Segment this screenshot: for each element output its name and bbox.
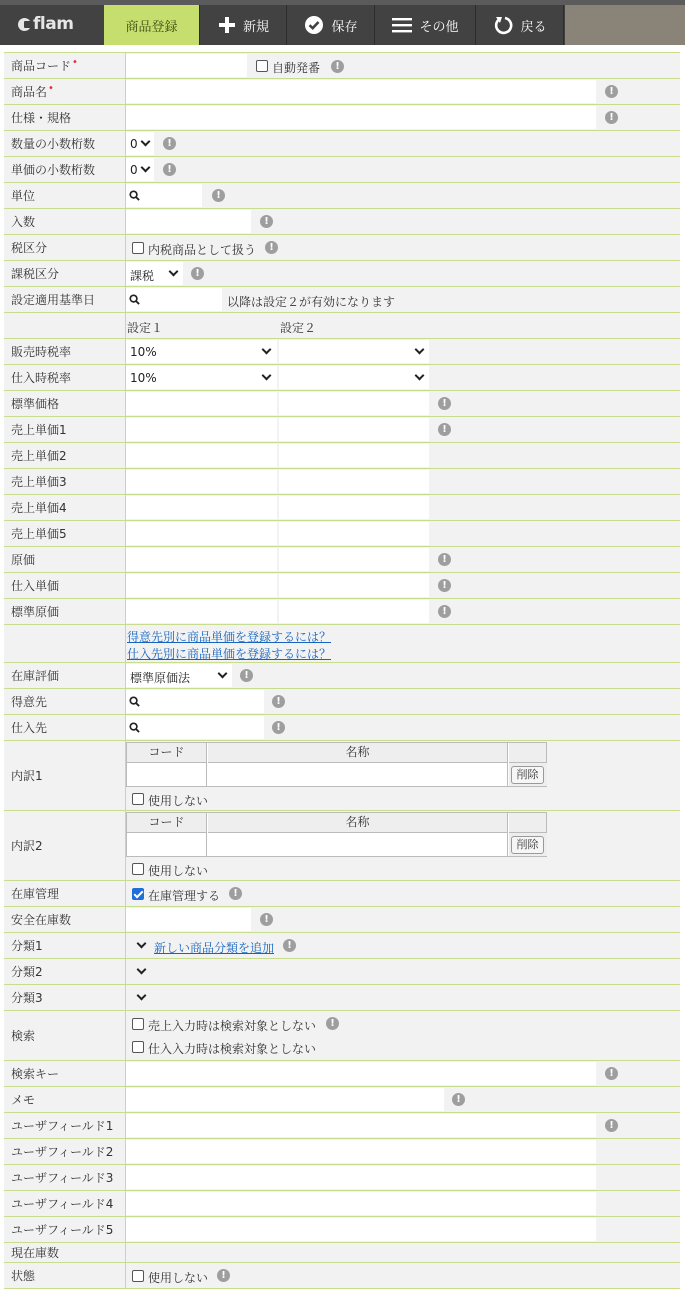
customer-input[interactable] [126, 690, 264, 713]
purchase-price-cell [126, 573, 680, 598]
user-field5-input[interactable] [126, 1218, 596, 1241]
info-icon[interactable]: ! [272, 695, 285, 708]
logo: flam [18, 14, 73, 34]
breakdown2-cell [126, 811, 680, 880]
tax-inclusive-checkbox[interactable] [132, 242, 144, 254]
row-sales-price5 [4, 521, 680, 547]
user-field3-input[interactable] [126, 1166, 596, 1189]
info-icon[interactable]: ! [438, 423, 451, 436]
taxation-select[interactable]: 課税 [126, 262, 183, 285]
breakdown1-table [126, 742, 547, 787]
tax-class-label: 税区分 [4, 235, 126, 260]
delete-button[interactable]: 削除 [511, 766, 544, 784]
tab-label: 戻る [520, 19, 547, 35]
info-icon[interactable]: ! [605, 1119, 618, 1132]
row-sales-price4 [4, 495, 680, 521]
row-qty-decimals [4, 131, 680, 157]
user-field2-label: ユーザフィールド2 [4, 1139, 126, 1164]
product-code-cell [126, 53, 680, 78]
tab-product-register[interactable] [104, 5, 200, 45]
product-name-input[interactable] [126, 80, 596, 103]
info-icon[interactable]: ! [217, 1269, 230, 1282]
spec-cell [126, 105, 680, 130]
row-current-stock [4, 1243, 680, 1263]
cost-cell [126, 547, 680, 572]
info-icon[interactable]: ! [163, 163, 176, 176]
stock-valuation-select[interactable]: 標準原価法 [126, 664, 232, 687]
standard-cost-label: 標準原価 [4, 599, 126, 624]
info-icon[interactable]: ! [283, 939, 296, 952]
sales-price3-input-1[interactable] [126, 470, 277, 493]
current-stock-value [126, 1243, 680, 1262]
user-field3-cell [126, 1165, 680, 1190]
info-icon[interactable]: ! [212, 189, 225, 202]
cost-input-1[interactable] [126, 548, 277, 571]
purchase-tax-label: 仕入時税率 [4, 365, 126, 390]
user-field5-label: ユーザフィールド5 [4, 1217, 126, 1242]
breakdown2-unused-label: 使用しない [148, 864, 209, 878]
sales-price3-cell [126, 469, 680, 494]
price-decimals-cell [126, 157, 680, 182]
row-setting-date [4, 287, 680, 313]
sales-price1-cell [126, 417, 680, 442]
row-purchase-price [4, 573, 680, 599]
cost-label: 原価 [4, 547, 126, 572]
user-field3-label: ユーザフィールド3 [4, 1165, 126, 1190]
standard-price-cell [126, 391, 680, 416]
row-search-key [4, 1061, 680, 1087]
chevron-down-icon [415, 371, 425, 381]
purchase-price-input-1[interactable] [126, 574, 277, 597]
standard-price-label: 標準価格 [4, 391, 126, 416]
price-decimals-label: 単価の小数桁数 [4, 157, 126, 182]
memo-label: メモ [4, 1087, 126, 1112]
user-field2-input[interactable] [126, 1140, 596, 1163]
price-decimals-select[interactable]: 0 [126, 158, 154, 181]
qty-decimals-select[interactable]: 0 [126, 132, 154, 155]
save-button[interactable] [288, 5, 375, 45]
unit-input[interactable] [126, 184, 202, 207]
qty-decimals-cell [126, 131, 680, 156]
standard-cost-input-2[interactable] [279, 600, 429, 623]
row-product-name [4, 79, 680, 105]
cost-input-2[interactable] [279, 548, 429, 571]
memo-input[interactable] [126, 1088, 444, 1111]
info-icon[interactable]: ! [326, 1017, 339, 1030]
info-icon[interactable]: ! [229, 887, 242, 900]
info-icon[interactable]: ! [438, 553, 451, 566]
tab-label: 保存 [331, 19, 358, 35]
sales-price3-label: 売上単価3 [4, 469, 126, 494]
purchase-tax-select-1[interactable]: 10% [126, 366, 277, 389]
category3-cell [126, 985, 680, 1010]
setting-date-input[interactable] [126, 288, 222, 311]
setting-date-cell [126, 287, 680, 312]
row-taxation [4, 261, 680, 287]
sales-price5-input-1[interactable] [126, 522, 277, 545]
search-icon[interactable] [129, 294, 140, 305]
action-column-header [509, 743, 546, 762]
product-name-cell [126, 79, 680, 104]
info-icon[interactable]: ! [331, 60, 344, 73]
row-tax-class [4, 235, 680, 261]
sales-price1-input-1[interactable] [126, 418, 277, 441]
safety-stock-cell [126, 907, 680, 932]
product-name-label: 商品名 • [4, 79, 126, 104]
sales-price2-label: 売上単価2 [4, 443, 126, 468]
status-unused-checkbox[interactable] [132, 1270, 144, 1282]
exclude-sales-search-checkbox[interactable] [132, 1018, 144, 1030]
row-breakdown2 [4, 811, 680, 881]
customer-cell [126, 689, 680, 714]
row-sales-price2 [4, 443, 680, 469]
new-button[interactable] [201, 5, 287, 45]
purchase-price-input-2[interactable] [279, 574, 429, 597]
unit-cell [126, 183, 680, 208]
category3-label: 分類3 [4, 985, 126, 1010]
search-icon[interactable] [129, 722, 140, 733]
row-breakdown1 [4, 741, 680, 811]
row-cost [4, 547, 680, 573]
info-icon[interactable]: ! [438, 397, 451, 410]
row-category1 [4, 933, 680, 959]
search-label: 検索 [4, 1011, 126, 1060]
taxation-cell [126, 261, 680, 286]
category3-select[interactable] [137, 991, 147, 1001]
row-settings-header [4, 313, 680, 339]
breakdown1-cell [126, 741, 680, 810]
sales-price2-cell [126, 443, 680, 468]
category1-select[interactable] [137, 939, 147, 949]
category1-cell [126, 933, 680, 958]
sales-price2-input-2[interactable] [279, 444, 429, 467]
plus-icon [218, 16, 236, 34]
code-column-header: コード [127, 743, 207, 762]
row-price-decimals [4, 157, 680, 183]
breakdown2-table [126, 812, 547, 857]
breakdown2-label: 内訳2 [4, 811, 126, 880]
row-supplier [4, 715, 680, 741]
info-icon[interactable]: ! [438, 579, 451, 592]
chevron-down-icon [141, 137, 151, 147]
standard-cost-input-1[interactable] [126, 600, 277, 623]
row-category3 [4, 985, 680, 1011]
breakdown1-code-input[interactable] [127, 762, 207, 786]
delete-button[interactable]: 削除 [511, 836, 544, 854]
stock-management-cell [126, 881, 680, 906]
breakdown1-unused-checkbox[interactable] [132, 793, 144, 805]
pack-qty-input[interactable] [126, 210, 251, 233]
search-cell [126, 1011, 680, 1060]
exclude-purchase-search-checkbox[interactable] [132, 1041, 144, 1053]
user-field1-input[interactable] [126, 1114, 596, 1137]
user-field4-label: ユーザフィールド4 [4, 1191, 126, 1216]
stock-management-label: 在庫管理 [4, 881, 126, 906]
settings-header-label [4, 313, 126, 338]
breakdown2-code-input[interactable] [127, 832, 207, 856]
sales-tax-label: 販売時税率 [4, 339, 126, 364]
tax-class-cell [126, 235, 680, 260]
qty-decimals-label: 数量の小数桁数 [4, 131, 126, 156]
sales-price4-cell [126, 495, 680, 520]
breakdown2-unused-checkbox[interactable] [132, 863, 144, 875]
safety-stock-label: 安全在庫数 [4, 907, 126, 932]
breakdown2-name-input[interactable] [208, 832, 508, 856]
setting-date-label: 設定適用基準日 [4, 287, 126, 312]
supplier-input[interactable] [126, 716, 264, 739]
breakdown1-action-cell [509, 762, 547, 786]
user-field4-input[interactable] [126, 1192, 596, 1215]
breakdown2-action-cell [509, 832, 547, 856]
top-bar [0, 0, 685, 45]
row-user-field1 [4, 1113, 680, 1139]
info-icon[interactable]: ! [452, 1093, 465, 1106]
code-column-header: コード [127, 813, 207, 832]
row-pack-qty [4, 209, 680, 235]
chevron-down-icon [218, 669, 228, 679]
category2-select[interactable] [137, 965, 147, 975]
other-menu-button[interactable] [376, 5, 476, 45]
logo-icon [18, 18, 31, 31]
spec-input[interactable] [126, 106, 596, 129]
header-filler [565, 5, 685, 45]
info-icon[interactable]: ! [605, 85, 618, 98]
row-purchase-tax [4, 365, 680, 391]
stock-management-checkbox[interactable] [132, 888, 144, 900]
row-user-field4 [4, 1191, 680, 1217]
product-code-label: 商品コード • [4, 53, 126, 78]
chevron-down-icon [169, 267, 179, 277]
price-links-cell [126, 625, 680, 662]
chevron-down-icon [415, 345, 425, 355]
row-customer [4, 689, 680, 715]
sales-price5-label: 売上単価5 [4, 521, 126, 546]
sales-tax-cell [126, 339, 680, 364]
memo-cell [126, 1087, 680, 1112]
auto-number-label: 自動発番 [272, 61, 321, 75]
back-button[interactable] [477, 5, 564, 45]
pack-qty-label: 入数 [4, 209, 126, 234]
info-icon[interactable]: ! [605, 1067, 618, 1080]
status-cell [126, 1263, 680, 1288]
breakdown1-name-input[interactable] [208, 762, 508, 786]
name-column-header: 名称 [208, 813, 508, 832]
user-field4-cell [126, 1191, 680, 1216]
standard-price-input-1[interactable] [126, 392, 277, 415]
info-icon[interactable]: ! [605, 111, 618, 124]
breakdown1-label: 内訳1 [4, 741, 126, 810]
purchase-tax-select-2[interactable] [279, 366, 429, 389]
row-sales-price1 [4, 417, 680, 443]
return-icon [493, 15, 513, 35]
exclude-purchase-search-label: 仕入入力時は検索対象としない [148, 1042, 317, 1056]
tab-label: その他 [419, 19, 459, 35]
sales-price5-cell [126, 521, 680, 546]
standard-price-input-2[interactable] [279, 392, 429, 415]
info-icon[interactable]: ! [163, 137, 176, 150]
info-icon[interactable]: ! [240, 669, 253, 682]
row-standard-price [4, 391, 680, 417]
chevron-down-icon [141, 163, 151, 173]
required-mark: • [48, 83, 54, 94]
current-stock-label: 現在庫数 [4, 1243, 126, 1262]
row-search [4, 1011, 680, 1061]
search-icon[interactable] [129, 190, 140, 201]
sales-price4-input-1[interactable] [126, 496, 277, 519]
tab-label: 商品登録 [125, 19, 178, 35]
row-sales-price3 [4, 469, 680, 495]
price-links-label [4, 625, 126, 662]
purchase-tax-cell [126, 365, 680, 390]
setting1-header: 設定１ [127, 321, 164, 335]
status-label: 状態 [4, 1263, 126, 1288]
setting2-header: 設定２ [280, 321, 317, 335]
category1-label: 分類1 [4, 933, 126, 958]
tab-label: 新規 [242, 19, 269, 35]
chevron-down-icon [262, 371, 272, 381]
row-unit [4, 183, 680, 209]
setting-date-note: 以降は設定２が有効になります [227, 295, 396, 309]
info-icon[interactable]: ! [260, 913, 273, 926]
pack-qty-cell [126, 209, 680, 234]
product-form [4, 52, 680, 1289]
info-icon[interactable]: ! [265, 241, 278, 254]
purchase-price-label: 仕入単価 [4, 573, 126, 598]
chevron-down-icon [262, 345, 272, 355]
sales-price1-label: 売上単価1 [4, 417, 126, 442]
category2-label: 分類2 [4, 959, 126, 984]
search-icon[interactable] [129, 696, 140, 707]
settings-header-cell [126, 313, 680, 338]
name-column-header: 名称 [208, 743, 508, 762]
taxation-label: 課税区分 [4, 261, 126, 286]
info-icon[interactable]: ! [438, 605, 451, 618]
user-field1-label: ユーザフィールド1 [4, 1113, 126, 1138]
row-product-code [4, 52, 680, 79]
check-circle-icon [304, 15, 324, 35]
row-user-field5 [4, 1217, 680, 1243]
stock-valuation-cell [126, 663, 680, 688]
info-icon[interactable]: ! [191, 267, 204, 280]
row-user-field3 [4, 1165, 680, 1191]
sales-price4-label: 売上単価4 [4, 495, 126, 520]
search-key-label: 検索キー [4, 1061, 126, 1086]
row-sales-tax [4, 339, 680, 365]
row-memo [4, 1087, 680, 1113]
unit-label: 単位 [4, 183, 126, 208]
sales-tax-select-2[interactable] [279, 340, 429, 363]
auto-number-checkbox[interactable] [256, 60, 268, 72]
supplier-price-link[interactable]: 仕入先別に商品単価を登録するには？ [127, 647, 332, 661]
row-stock-management [4, 881, 680, 907]
menu-icon [392, 17, 412, 33]
sales-price3-input-2[interactable] [279, 470, 429, 493]
tax-inclusive-label: 内税商品として扱う [148, 243, 257, 257]
customer-price-link[interactable]: 得意先別に商品単価を登録するには？ [127, 630, 332, 644]
category2-cell [126, 959, 680, 984]
sales-price5-input-2[interactable] [279, 522, 429, 545]
stock-valuation-label: 在庫評価 [4, 663, 126, 688]
row-user-field2 [4, 1139, 680, 1165]
stock-management-checkbox-label: 在庫管理する [148, 889, 221, 903]
spec-label: 仕様・規格 [4, 105, 126, 130]
row-safety-stock [4, 907, 680, 933]
search-key-cell [126, 1061, 680, 1086]
supplier-label: 仕入先 [4, 715, 126, 740]
row-price-links [4, 625, 680, 663]
info-icon[interactable]: ! [272, 721, 285, 734]
sales-price2-input-1[interactable] [126, 444, 277, 467]
standard-cost-cell [126, 599, 680, 624]
safety-stock-input[interactable] [126, 908, 251, 931]
user-field1-cell [126, 1113, 680, 1138]
product-code-input[interactable] [126, 54, 247, 77]
status-unused-label: 使用しない [148, 1271, 209, 1285]
supplier-cell [126, 715, 680, 740]
action-column-header [509, 813, 546, 832]
search-key-input[interactable] [126, 1062, 596, 1085]
exclude-sales-search-label: 売上入力時は検索対象としない [148, 1019, 317, 1033]
sales-price4-input-2[interactable] [279, 496, 429, 519]
sales-tax-select-1[interactable]: 10% [126, 340, 277, 363]
row-spec [4, 105, 680, 131]
user-field2-cell [126, 1139, 680, 1164]
customer-label: 得意先 [4, 689, 126, 714]
info-icon[interactable]: ! [260, 215, 273, 228]
row-status [4, 1263, 680, 1289]
row-stock-valuation [4, 663, 680, 689]
breakdown1-unused-label: 使用しない [148, 794, 209, 808]
sales-price1-input-2[interactable] [279, 418, 429, 441]
user-field5-cell [126, 1217, 680, 1242]
row-standard-cost [4, 599, 680, 625]
add-category-link[interactable]: 新しい商品分類を追加 [154, 941, 275, 955]
row-category2 [4, 959, 680, 985]
required-mark: • [72, 57, 78, 68]
